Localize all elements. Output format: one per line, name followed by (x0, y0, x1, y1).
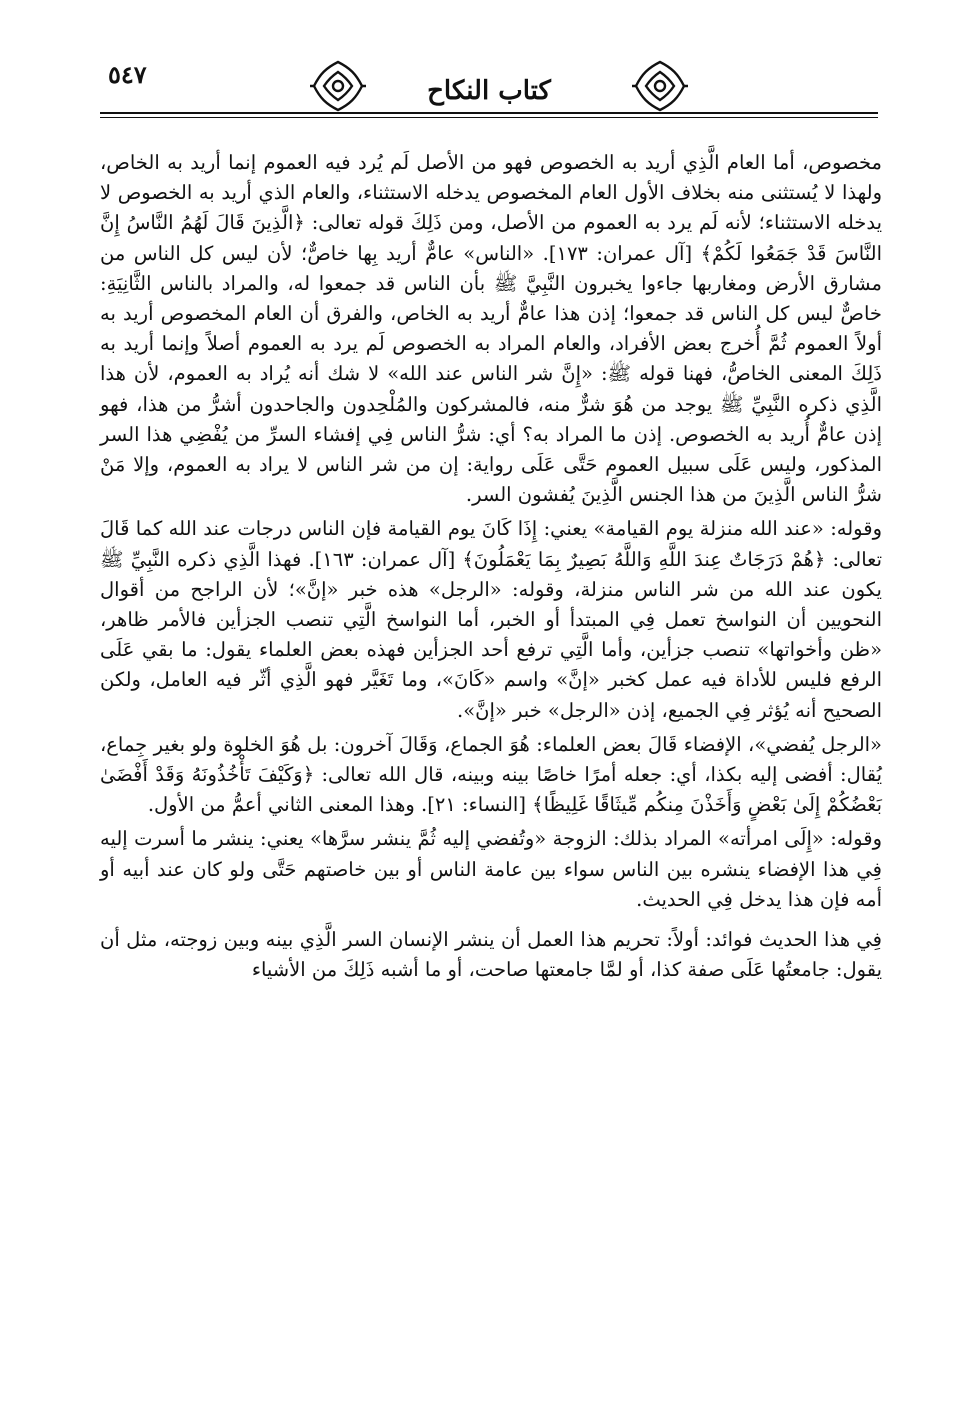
body-text (100, 148, 882, 985)
page-number: ٥٤٧ (108, 60, 147, 89)
ornament-icon (310, 58, 366, 114)
header-rule (100, 117, 878, 118)
paragraph: فِي هذا الحديث فوائد: أولاً: تحريم هذا العمل أن ينشر الإنسان السر الَّذِي بينه وبين زوجته، مثل أن يقول: جامعتُها عَلَى صفة كذا، أو لمَّا جامعتها صاحت، أو ما أشبه ذَلِكَ من الأشياء (100, 928, 882, 982)
header-rule (100, 112, 878, 114)
paragraph: وقوله: «عند الله منزلة يوم القيامة» يعني: إِذَا كَانَ يوم القيامة فإن الناس درجات عند الله كما قَالَ تعالى: ﴿هُمْ دَرَجَاتٌ عِندَ اللَّهِ وَاللَّهُ بَصِيرٌ بِمَا يَعْمَلُونَ﴾ [آل عمران: ١٦٣]. فهذا الَّذِي ذكره النَّبِيِّ ﷺ يكون عند الله من شر الناس منزلة، وقوله: «الرجل» هذه خبر «إنَّ»؛ لأن الراجح من أقوال النحويين أن النواسخ تعمل فِي المبتدأ أو الخبر، أما النواسخ الَّتِي تنصب الجزأين فالأمر ظاهر، «ظن وأخواتها» تنصب جزأين، وأما الَّتِي ترفع أحد الجزأين فهذه بعض العلماء يقول: ما بقي عَلَى الرفع فليس للأداة فيه عمل كخبر «إنَّ» واسم «كَانَ»، وما تَغَيَّر فهو الَّذِي أثّر فيه العامل، ولكن الصحيح أنه يُؤثر فِي الجميع، إذن «الرجل» خبر «إنَّ». (100, 517, 883, 722)
page-header (100, 56, 878, 116)
running-title: كتاب النكاح (427, 76, 551, 106)
paragraph: مخصوص، أما العام الَّذِي أريد به الخصوص فهو من الأصل لَم يُرد فيه العموم إنما أريد به الخاص، ولهذا لا يُستثنى منه بخلاف الأول العام المخصوص يدخله الاستثناء، والعام الذي أريد به الخصوص لا يدخله الاستثناء؛ لأنه لَم يرد به العموم من الأصل، ومن ذَلِكَ قوله تعالى: ﴿الَّذِينَ قَالَ لَهُمُ النَّاسُ إِنَّ النَّاسَ قَدْ جَمَعُوا لَكُمْ﴾ [آل عمران: ١٧٣]. «الناس» عامٌّ أريد بِها خاصٌّ؛ لأن ليس كل الناس من مشارق الأرض ومغاربها جاءوا يخبرون النَّبِيَّ ﷺ بأن الناس قد جمعوا له، والمراد بالناس الثَّانِيَةِ: خاصٌّ ليس كل الناس قد جمعوا؛ إذن هذا عامٌّ أريد به الخاص، والفرق أن العام المخصوص أريد به أولاً العموم ثُمَّ أُخرج بعض الأفراد، والعام المراد به الخصوص لَم يرد به العموم أصلاً وإنما أريد به ذَلِكَ المعنى الخاصُّ، فهنا قوله ﷺ: «إِنَّ شر الناس عند الله» لا شك أنه يُراد به العموم، لأن هذا الَّذِي ذكره النَّبِيِّ ﷺ يوجد من هُوَ شرٌّ منه، فالمشركون والمُلْحِدون والجاحدون أشرُّ من هذا، فهو إذن عامٌّ أُريد به الخصوص. إذن ما المراد به؟ أي: شرُّ الناس فِي إفشاء السرِّ من يُفْضِي هذا السر المذكور، وليس عَلَى سبيل العموم حَتَّى عَلَى رواية: إن من شر الناس لا يراد به العموم، وإلا مَنْ شرُّ الناس الَّذِينَ من هذا الجنس الَّذِينَ يُفشون السر. (100, 151, 882, 507)
paragraph: وقوله: «إِلَى امرأته» المراد بذلك: الزوجة «وتُفضي إليه ثُمَّ ينشر سرَّها» يعني: ينشر ما أسرت إليه فِي هذا الإفضاء ينشره بين الناس سواء بين عامة الناس أو بين خاصتهم حَتَّى ولو كان عند أبيه أو أمه فإن هذا يدخل فِي الحديث. (100, 827, 882, 911)
paragraph: «الرجل يُفضي»، الإفضاء قَالَ بعض العلماء: هُوَ الجماع، وَقَالَ آخرون: بل هُوَ الخلوة ولو بغير جِماع، يُقال: أفضى إليه بكذا، أي: جعله أمرًا خاصًا بينه وبينه، قال الله تعالى: ﴿وَكَيْفَ تَأْخُذُونَهُ وَقَدْ أَفْضَىٰ بَعْضُكُمْ إِلَىٰ بَعْضٍ وَأَخَذْنَ مِنكُم مِّيثَاقًا غَلِيظًا﴾ [النساء: ٢١]. وهذا المعنى الثاني أعمُّ من الأول. (100, 732, 882, 817)
